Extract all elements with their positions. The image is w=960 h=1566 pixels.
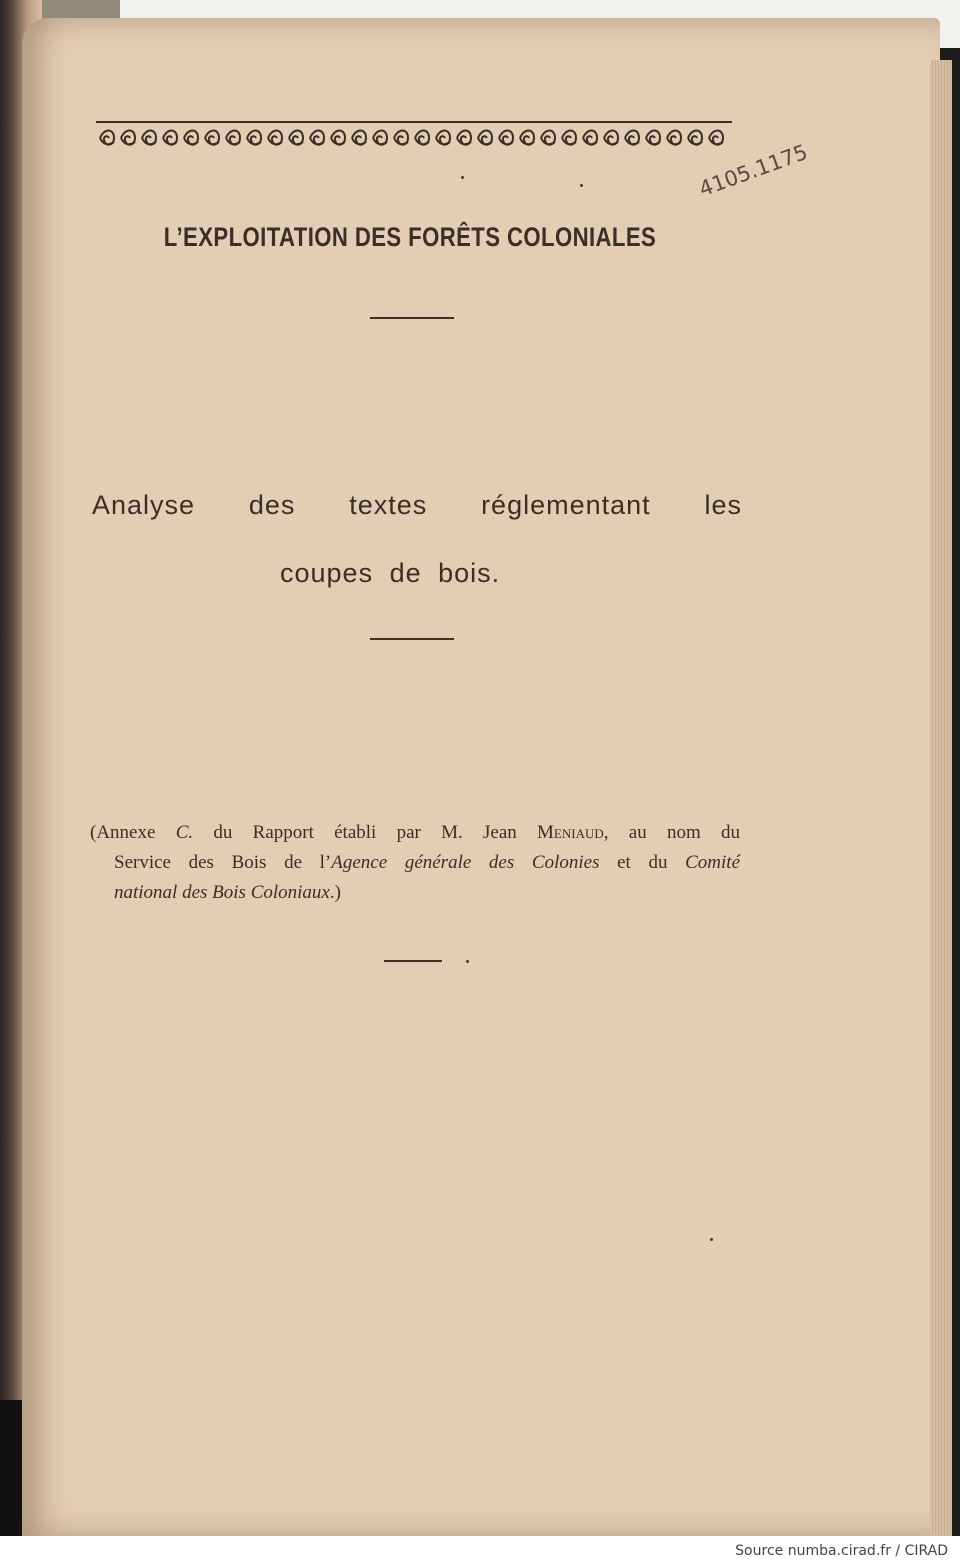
committee-word: Comité <box>685 852 741 873</box>
paper-speck <box>461 176 464 179</box>
handwritten-catalog-number: 4105.1175 <box>695 139 811 202</box>
annexe-text: et du <box>599 852 686 873</box>
subtitle-line-1: Analyse des textes réglementant les <box>92 490 742 520</box>
separator-rule-1 <box>370 317 454 319</box>
annexe-text: Service des Bois de l’ <box>114 852 332 873</box>
annexe-letter: C. <box>175 822 194 843</box>
paper-speck <box>710 1238 713 1241</box>
separator-rule-3 <box>384 960 442 962</box>
annexe-text: .) <box>329 882 341 903</box>
annexe-line-2 <box>90 848 740 878</box>
source-credit: Source numba.cirad.fr / CIRAD <box>735 1543 948 1559</box>
annexe-note <box>90 818 740 908</box>
agency-name: Agence générale des Colonies <box>331 852 600 873</box>
author-name: Meniaud <box>537 822 604 843</box>
annexe-line-3 <box>90 878 740 908</box>
annexe-line-1 <box>90 818 740 848</box>
committee-name: national des Bois Coloniaux <box>114 882 330 903</box>
separator-rule-2 <box>370 638 454 640</box>
decorative-border-ornament <box>94 118 734 158</box>
paper-speck <box>466 960 469 963</box>
annexe-text: , au nom du <box>603 822 740 843</box>
footer-bar <box>0 1536 960 1566</box>
annexe-text: (Annexe <box>90 822 176 843</box>
subtitle-line-2: coupes de bois. <box>280 558 501 588</box>
annexe-text: du Rapport établi par M. Jean <box>193 822 538 843</box>
page-title: L’EXPLOITATION DES FORÊTS COLONIALES <box>163 222 657 252</box>
paper-speck <box>580 184 583 187</box>
page-edges <box>930 60 952 1536</box>
